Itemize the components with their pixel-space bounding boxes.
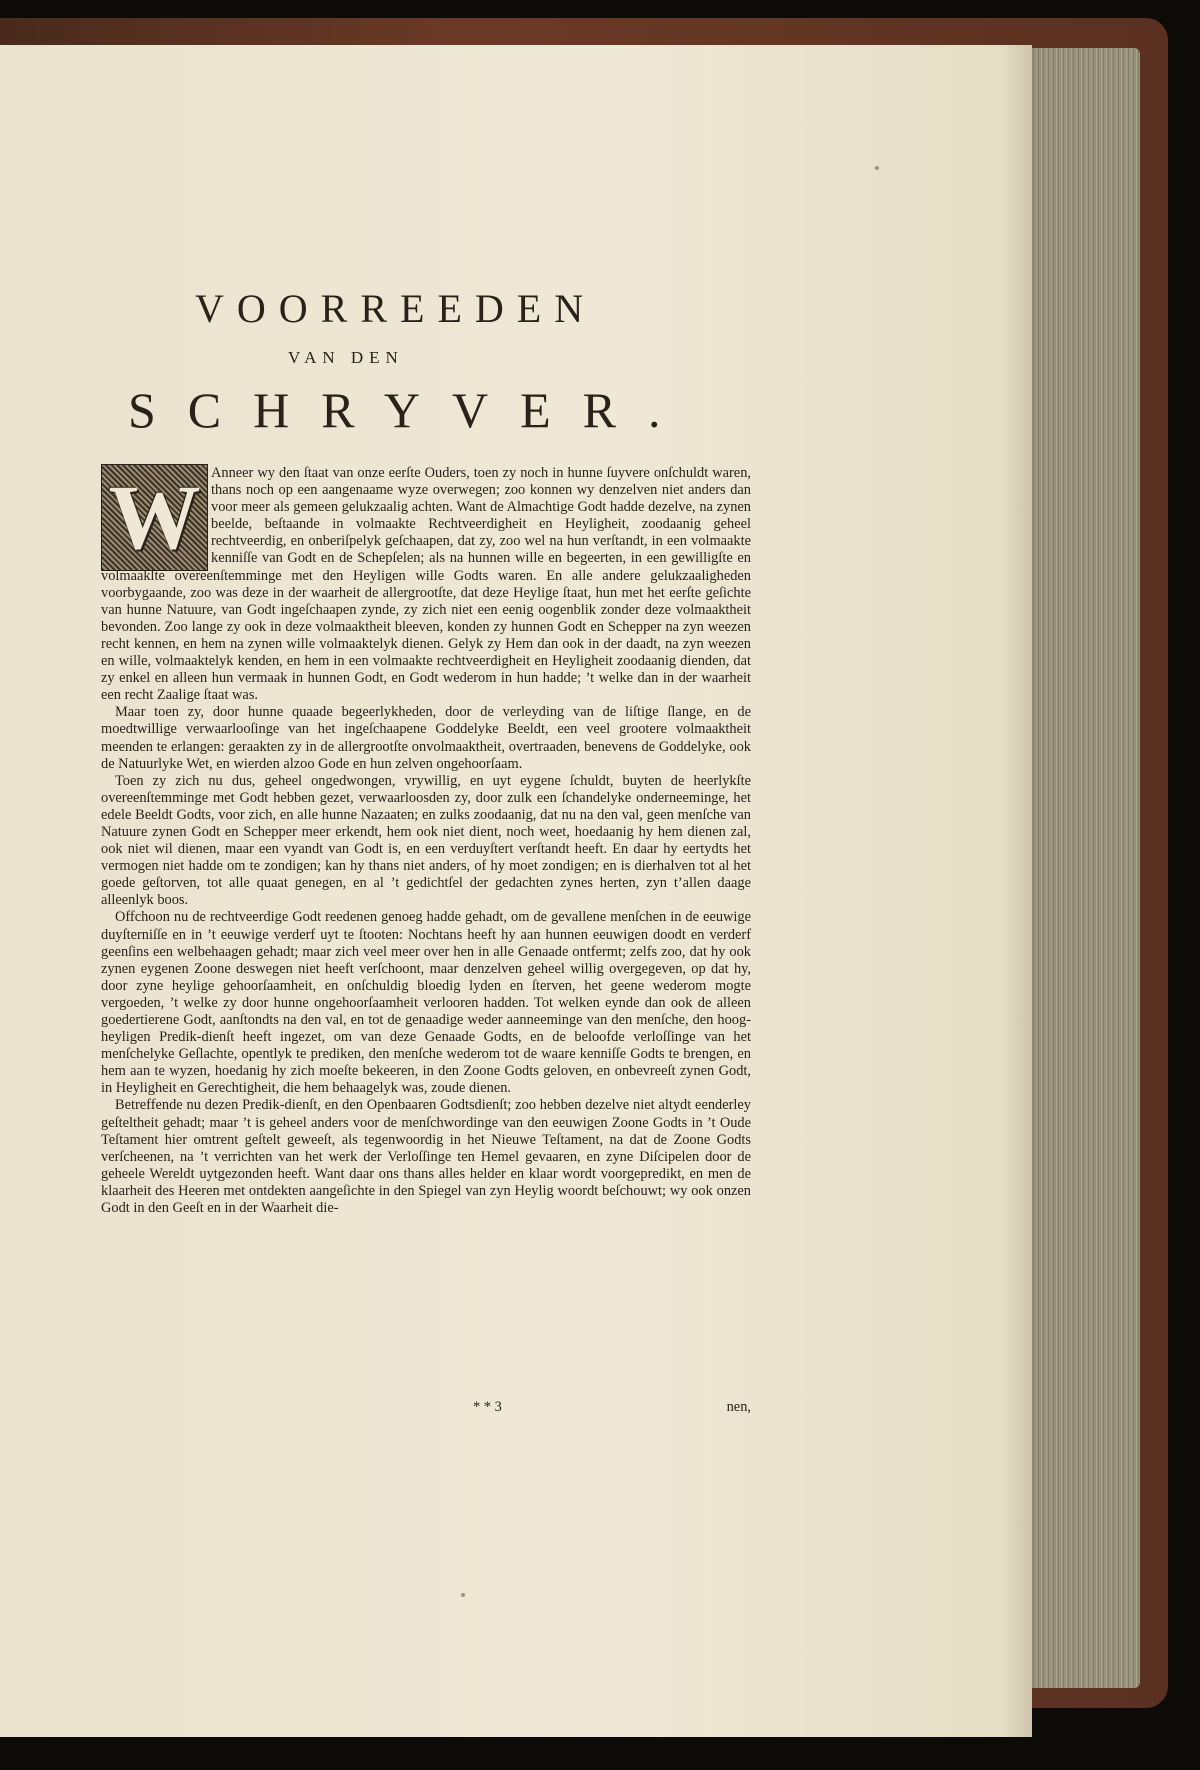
- catchword: nen,: [726, 1399, 751, 1415]
- page-edges: [1030, 48, 1140, 1688]
- body-text: [101, 465, 751, 1217]
- initial-space: [101, 465, 211, 567]
- ink-spot: [875, 166, 879, 170]
- page-footer: [101, 1399, 751, 1419]
- title-line-3: SCHRYVER.: [128, 382, 693, 438]
- paragraph-2: Maar toen zy, door hunne quaade begeerlykheden, door de verleyding van de liſtige ſlange, en de moedtwillige verwaarlooſinge van het ingeſchaapene Goddelyke Beeldt, een veel grootere volmaaktheit meenden te erlangen: geraakten zy in de allergrootſte onvolmaaktheit, overtraaden, benevens de Goddelyke, ook de Natuurlyke Wet, en wierden alzoo Gode en hun zelven ongehoorſaam.: [101, 704, 751, 772]
- title-line-2: VAN DEN: [288, 348, 404, 367]
- paragraph-5: Betreffende nu dezen Predik-dienſt, en den Openbaaren Godtsdienſt; zoo hebben dezelve niet altydt eenderley geſteltheit gehadt; maar ’t is geheel anders voor de menſchwordinge van den eeuwigen Zoone Godts in ’t Oude Teſtament hier omtrent geſtelt geweeſt, als tegenwoordig in het Nieuwe Teſtament, na dat de Zoone Godts verſcheenen, na ’t verrichten van het werk der Verloſſinge ten Hemel gevaaren, en zyne Diſcipelen door de geheele Wereldt uytgezonden heeft. Want daar ons thans alles helder en klaar wordt voorgepredikt, en men de klaarheit des Heeren met ontdekten aangeſichte in den Spiegel van zyn Heylig woordt beſchouwt; wy ook onzen Godt in den Geeſt en in der Waarheit die-: [101, 1097, 751, 1217]
- initial-letter: W: [108, 466, 201, 568]
- title-line-1: VOORREEDEN: [195, 286, 597, 331]
- ink-spot: [461, 1593, 465, 1597]
- paragraph-1: [101, 465, 751, 704]
- paragraph-4: Offchoon nu de rechtveerdige Godt reedenen genoeg hadde gehadt, om de gevallene menſchen in de eeuwige duyſterniſſe en in ’t eeuwige verderf uyt te ſtooten: Nochtans heeft hy aan hunnen eeuwigen doodt en verderf geenſins een welbehaagen gehadt; maar zich veel meer over hen in alle Genaade ontfermt; zelfs zoo, dat hy ook zynen eygenen Zoone deswegen niet heeft verſchoont, maar denzelven geheel willig overgegeven, op dat hy, door zyne heylige gehoorſaamheit, en onſchuldig bloedig lyden en ſterven, het geene wederom mogte vergoeden, ’t welke zy door hunne ongehoorſaamheit verlooren hadden. Tot welken eynde dan ook de alleen goedertierene Godt, aanſtondts na den val, en tot de genaadige weder aanneeminge van den menſche, den hoog-heyligen Predik-dienſt heeft ingezet, om van deze Genaade Godts, en de beloofde verloſſinge van het menſchelyke Geſlachte, opentlyk te prediken, den menſche wederom tot de waare kenniſſe Godts te brengen, en hem aan te wyzen, hoedanig hy zich moeſte bekeeren, in den Zoone Godts geloven, en onbevreeſt zynen Godt, in Heyligheit en Gerechtigheit, die hem behaagelyk was, zoude dienen.: [101, 909, 751, 1097]
- signature-mark: * * 3: [473, 1399, 502, 1415]
- paragraph-1-text: Anneer wy den ſtaat van onze eerſte Ouders, toen zy noch in hunne ſuyvere onſchuldt waren, thans noch op een aangenaame wyze overwegen; zoo konnen wy denzelven niet anders dan voor meer als gemeen gelukzaalig achten. Want de Almachtige Godt hadde dezelve, na zynen beelde, beſtaande in volmaakte Rechtveerdigheit en Heyligheit, zoodaanig geheel rechtveerdig, en onberiſpelyk geſchaapen, dat zy, zoo wel na hun verſtandt, in een volmaakte kenniſſe van Godt en de Schepſelen; als na hunnen wille en begeerten, in een gewilligſte en volmaakſte overeenſtemminge met den Heyligen wille Godts waren. En alle andere gelukzaaligheden voorbygaande, zoo was deze in der waarheit de allergrootſte, dat deze Heylige ſtaat, hun met het eerſte geſichte van hunne Natuure, van Godt ingeſchaapen zynde, zy zich niet een eenig oogenblik zonder deze volmaaktheit bevonden. Zoo lange zy ook in deze volmaaktheit bleeven, konden zy hunnen Godt en Schepper na zyn weezen recht kennen, en hem na zynen wille volmaaktelyk dienen. Gelyk zy Hem dan ook in der daadt, na zyn weezen en wille, volmaaktelyk kenden, en hem in een volmaakte rechtveerdigheit en Heyligheit zoodaanig dienden, dat zy enkel en alleen hun vermaak in hunnen Godt, en Godt wederom in hun hadde; ’t welke dan in der waarheit een recht Zaalige ſtaat was.: [101, 465, 751, 704]
- paragraph-3: Toen zy zich nu dus, geheel ongedwongen, vrywillig, en uyt eygene ſchuldt, buyten de heerlykſte overeenſtemminge met Godt hebben gezet, verwaarloosden zy, door zulk een ſchandelyke onderneeminge, het edele Beeldt Godts, voor zich, en alle hunne Nazaaten; en zulks zoodaanig, dat nu na den val, geen menſche van Natuure zynen Godt en Schepper meer erkendt, hem ook niet dient, noch weet, hoedaanig hy hem dienen zal, ook niet wil dienen, maar een vyandt van Godt is, en een verduyſtert verſtandt heeft. En daar hy eertydts het vermogen niet hadde om te zondigen; kan hy thans niet anders, of hy moet zondigen; en is dierhalven tot al het goede geſtorven, tot alle quaat genegen, en al ’t gedichtſel der gedachten zynes herten, zyn t’allen daage alleenlyk boos.: [101, 772, 751, 909]
- book-page: [0, 45, 1032, 1737]
